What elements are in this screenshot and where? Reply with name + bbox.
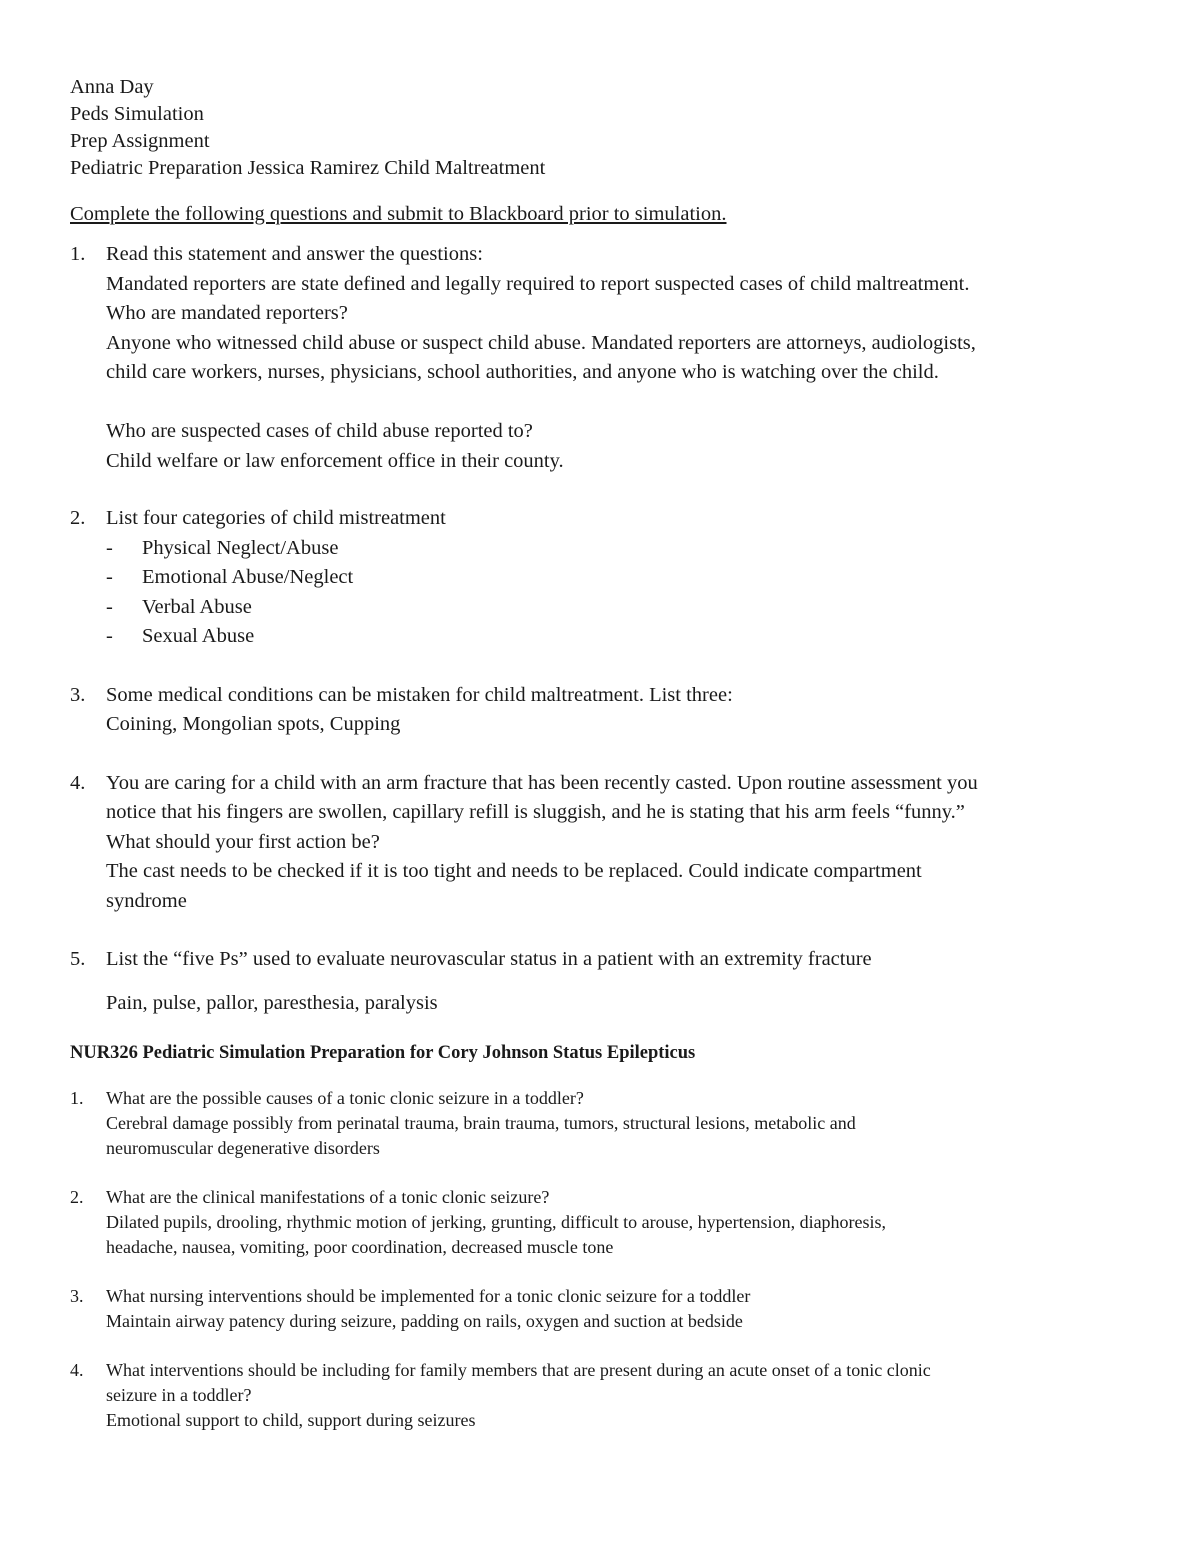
question-1: [70, 240, 1130, 476]
answer-text: Anyone who witnessed child abuse or suspect child abuse. Mandated reporters are attorneys, audiologists,: [106, 331, 976, 354]
seizure-question-3: [70, 1284, 1130, 1334]
answer-text: syndrome: [106, 889, 187, 912]
question-text: What are the clinical manifestations of a tonic clonic seizure?: [106, 1187, 550, 1207]
list-item-text: Sexual Abuse: [142, 625, 255, 647]
document-title: Pediatric Preparation Jessica Ramirez Child Maltreatment: [70, 157, 546, 179]
question-statement: Mandated reporters are state defined and legally required to report suspected cases of child maltreatment.: [106, 272, 970, 295]
question-text: Read this statement and answer the questions:: [106, 243, 483, 265]
question-number: 2.: [70, 507, 86, 529]
question-number: 5.: [70, 948, 86, 970]
instruction-text: Complete the following questions and submit to Blackboard prior to simulation.: [70, 203, 727, 225]
seizure-question-1: [70, 1086, 1130, 1161]
answer-text: Maintain airway patency during seizure, padding on rails, oxygen and suction at bedside: [106, 1311, 743, 1331]
answer-text: Coining, Mongolian spots, Cupping: [106, 713, 401, 735]
question-2: [70, 504, 1130, 652]
question-number: 4.: [70, 771, 86, 794]
seizure-question-2: [70, 1185, 1130, 1260]
seizure-question-4: [70, 1358, 1130, 1433]
question-number: 1.: [70, 243, 86, 265]
answer-text: Emotional support to child, support during seizures: [106, 1410, 476, 1430]
question-text: Who are mandated reporters?: [106, 302, 348, 324]
document-page: [70, 74, 1130, 1433]
question-number: 3.: [70, 683, 86, 706]
blank-line: [106, 388, 1130, 418]
question-number: 4.: [70, 1360, 84, 1380]
question-text: notice that his fingers are swollen, capillary refill is sluggish, and he is stating that his arm feels “funny.”: [106, 801, 965, 823]
list-item: [106, 593, 1130, 623]
question-text: What interventions should be including for family members that are present during an acute onset of a tonic clonic: [106, 1360, 931, 1380]
dash-marker: -: [106, 595, 113, 618]
answer-text: Pain, pulse, pallor, paresthesia, paralysis: [106, 991, 438, 1014]
list-item-text: Physical Neglect/Abuse: [142, 536, 339, 559]
question-text: What are the possible causes of a tonic clonic seizure in a toddler?: [106, 1088, 584, 1108]
section2-title: NUR326 Pediatric Simulation Preparation for Cory Johnson Status Epilepticus: [70, 1043, 696, 1063]
list-item-text: Emotional Abuse/Neglect: [142, 566, 354, 588]
answer-text: The cast needs to be checked if it is too tight and needs to be replaced. Could indicate compartment: [106, 860, 922, 882]
question-number: 3.: [70, 1286, 84, 1306]
part2-questions: [70, 1086, 1130, 1433]
answer-text: headache, nausea, vomiting, poor coordination, decreased muscle tone: [106, 1237, 614, 1257]
question-text: What should your first action be?: [106, 830, 380, 853]
question-4: [70, 769, 1130, 917]
question-3: [70, 681, 1130, 740]
sub-answer-text: Child welfare or law enforcement office in their county.: [106, 449, 564, 472]
question-5: [70, 945, 1130, 1018]
sub-question-text: Who are suspected cases of child abuse reported to?: [106, 420, 533, 442]
category-list: [106, 534, 1130, 652]
question-number: 2.: [70, 1187, 84, 1207]
question-text: List four categories of child mistreatment: [106, 507, 446, 529]
part1-questions: [70, 240, 1130, 1018]
list-item: [106, 622, 1130, 652]
question-text: seizure in a toddler?: [106, 1385, 252, 1405]
dash-marker: -: [106, 625, 113, 647]
list-item: [106, 563, 1130, 593]
student-name: Anna Day: [70, 76, 154, 98]
list-item-text: Verbal Abuse: [142, 595, 252, 618]
question-text: What nursing interventions should be implemented for a tonic clonic seizure for a toddler: [106, 1286, 751, 1306]
question-text: Some medical conditions can be mistaken for child maltreatment. List three:: [106, 683, 733, 706]
answer-text: Cerebral damage possibly from perinatal trauma, brain trauma, tumors, structural lesions, metabolic and: [106, 1113, 856, 1133]
answer-text: Dilated pupils, drooling, rhythmic motion of jerking, grunting, difficult to arouse, hypertension, diaphoresis,: [106, 1212, 887, 1232]
answer-text: child care workers, nurses, physicians, school authorities, and anyone who is watching over the child.: [106, 361, 939, 383]
answer-text: neuromuscular degenerative disorders: [106, 1138, 380, 1158]
question-text: You are caring for a child with an arm fracture that has been recently casted. Upon routine assessment you: [106, 771, 978, 794]
dash-marker: -: [106, 536, 113, 559]
list-item: [106, 534, 1130, 564]
course-name: Peds Simulation: [70, 103, 204, 125]
dash-marker: -: [106, 566, 113, 588]
question-text: List the “five Ps” used to evaluate neurovascular status in a patient with an extremity fracture: [106, 948, 872, 970]
assignment-type: Prep Assignment: [70, 130, 210, 152]
question-number: 1.: [70, 1088, 84, 1108]
